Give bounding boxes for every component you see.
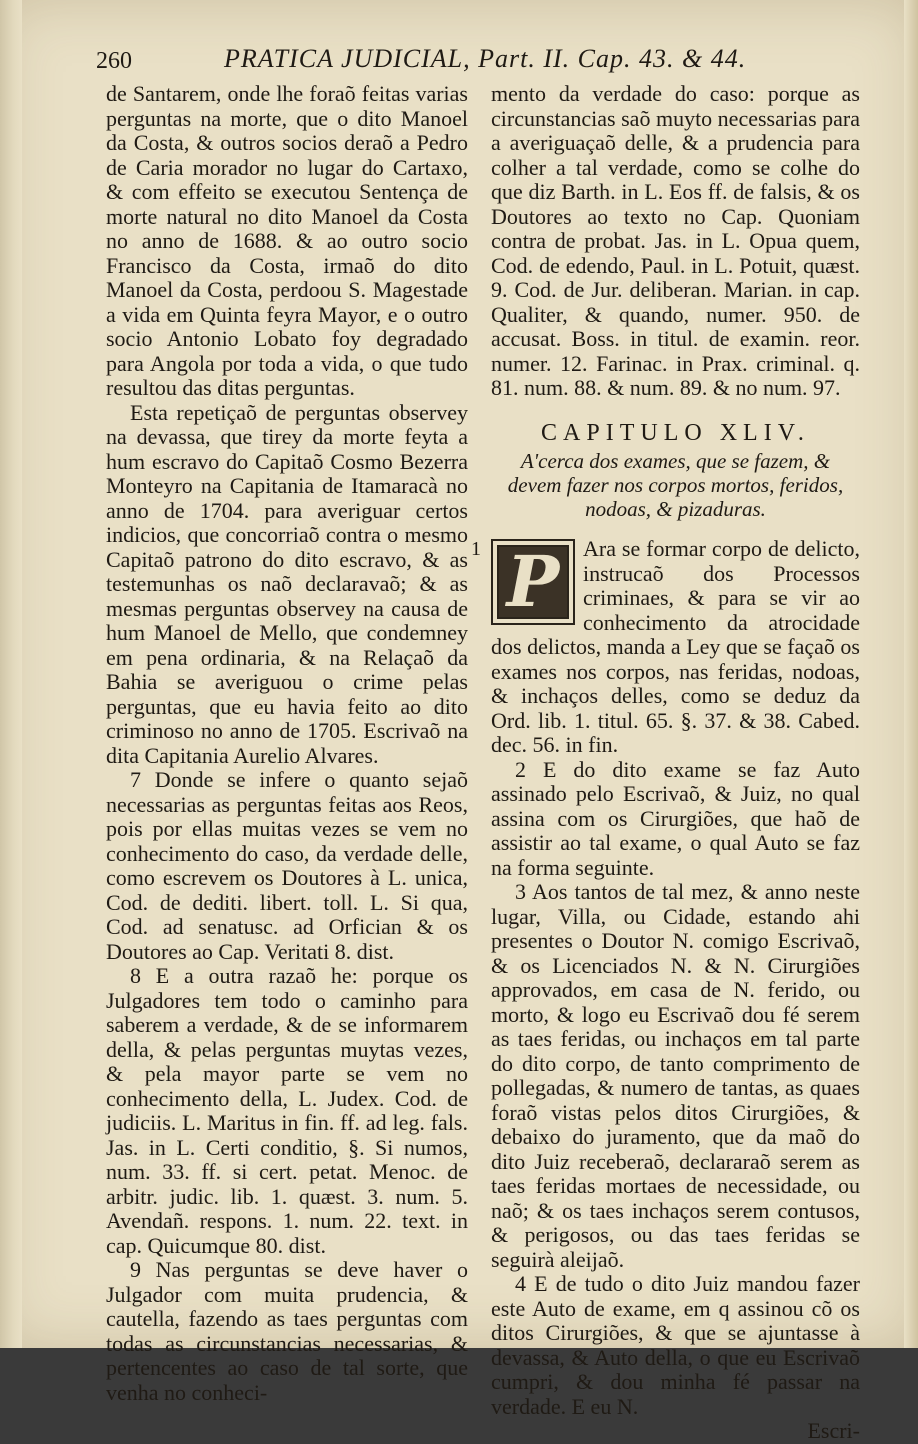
paragraph: Ara se formar corpo de delicto, instrucaõ dos Processos criminaes, & para se vir ao conhecimento da atrocidade dos delictos, manda a Ley que se façaõ os exames nos corpos, nas feridas, nodoas, & inchaços delles, como se deduz da Ord. lib. 1. titul. 65. §. 37. & 38. Cabed. dec. 56. in fin.: [491, 536, 860, 757]
paragraph: 4 E de tudo o dito Juiz mandou fazer este Auto de exame, em q assinou cõ os ditos Cirurgiões, & que se ajuntasse à devassa, & Auto della, o que eu Escrivaõ cumpri, & dou minha fé passar na verdade. E eu N.: [491, 1271, 860, 1419]
drop-cap-letter: P: [506, 540, 560, 623]
catchword: Escri-: [807, 1418, 860, 1443]
right-column: [471, 81, 860, 1444]
paragraph: mento da verdade do caso: porque as circunstancias saõ muyto necessarias para a averiguaçaõ delle, & a prudencia para colher a tal verdade, como se colhe do que diz Barth. in L. Eos ff. de falsis, & os Doutores ao texto no Cap. Quoniam contra de probat. Jas. in L. Opua quem, Cod. de edendo, Paul. in L. Potuit, quæst. 9. Cod. de Jur. deliberan. Marian. in cap. Qualiter, & quando, numer. 950. de accusat. Boss. in titul. de examin. reor. numer. 12. Farinac. in Prax. criminal. q. 81. num. 88. & num. 89. & no num. 97.: [491, 81, 860, 400]
paragraph-number: 1: [471, 538, 481, 560]
first-paragraph: [471, 536, 860, 758]
page-gutter: [0, 0, 22, 1348]
running-title: PRATICA JUDICIAL, Part. II. Cap. 43. & 44.: [224, 44, 747, 73]
page-number: 260: [96, 48, 132, 74]
chapter-heading: CAPITULO XLIV.: [541, 419, 810, 446]
paragraph: 7 Donde se infere o quanto sejaõ necessarias as perguntas feitas aos Reos, pois por ellas muitas vezes se vem no conhecimento do caso, da verdade delle, como escrevem os Doutores à L. unica, Cod. de dediti. libert. toll. L. Si qua, Cod. ad senatusc. ad Orfician & os Doutores ao Cap. Veritati 8. dist.: [106, 767, 468, 964]
chapter-subtitle: A'cerca dos exames, que se fazem, & devem fazer nos corpos mortos, feridos, nodoas, & pizaduras.: [507, 449, 844, 521]
left-column: [106, 82, 468, 1405]
paragraph: 9 Nas perguntas se deve haver o Julgador com muita prudencia, & cautella, fazendo as taes perguntas com todas as circunstancias necessarias, & pertencentes ao caso de tal sorte, que venha no conheci-: [106, 1257, 468, 1405]
paragraph: 2 E do dito exame se faz Auto assinado pelo Escrivaõ, & Juiz, no qual assina com os Cirurgiões, que haõ de assistir ao tal exame, o qual Auto se faz na forma seguinte.: [491, 756, 860, 880]
paragraph: de Santarem, onde lhe foraõ feitas varias perguntas na morte, que o dito Manoel da Costa, & outros socios deraõ a Pedro de Caria morador no lugar do Cartaxo, & com effeito se executou Sentença de morte natural no dito Manoel da Costa no anno de 1688. & ao outro socio Francisco da Costa, irmaõ do dito Manoel da Costa, perdoou S. Magestade a vida em Quinta feyra Mayor, e o outro socio Antonio Lobato foy degradado para Angola por toda a vida, o que tudo resultou das ditas perguntas.: [106, 81, 468, 400]
paragraph: 8 E a outra razaõ he: porque os Julgadores tem todo o caminho para saberem a verdade, & de se informarem della, & pelas perguntas muytas vezes, & pela mayor parte se vem no conhecimento della, L. Judex. Cod. de judiciis. L. Maritus in fin. ff. ad leg. fals. Jas. in L. Certi conditio, §. Si numos, num. 33. ff. si cert. petat. Menoc. de arbitr. judic. lib. 1. quæst. 3. num. 5. Avendañ. respons. 1. num. 22. text. in cap. Quicumque 80. dist.: [106, 963, 468, 1258]
page-header: [96, 40, 856, 80]
page-edge: [904, 0, 918, 1348]
paragraph: 3 Aos tantos de tal mez, & anno neste lugar, Villa, ou Cidade, estando ahi presentes o Doutor N. comigo Escrivaõ, & os Licenciados N. & N. Cirurgiões approvados, em casa de N. ferido, ou morto, & logo eu Escrivaõ dou fé serem as taes feridas, ou inchaços em tal parte do dito corpo, de tanto comprimento de pollegadas, & numero de tantas, as quaes foraõ vistas pelos ditos Cirurgiões, & debaixo do juramento, que da maõ do dito Juiz receberaõ, declararaõ serem as taes feridas mortaes de necessidade, ou naõ; & os taes inchaços serem contusos, & perigosos, ou das taes feridas se seguirà aleijaõ.: [491, 879, 860, 1272]
drop-cap-initial: [491, 539, 575, 625]
paragraph: Esta repetiçaõ de perguntas observey na devassa, que tirey da morte feyta a hum escravo do Capitaõ Cosmo Bezerra Monteyro na Capitania de Itamaracà no anno de 1704. para averiguar certos indicios, que concorriaõ contra o mesmo Capitaõ patrono do dito escravo, & as testemunhas os naõ declaravaõ; & as mesmas perguntas observey na causa de hum Manoel de Mello, que condemney em pena ordinaria, & na Relaçaõ da Bahia se averiguou o crime pelas perguntas, que eu havia feito ao dito criminoso no anno de 1705. Escrivaõ na dita Capitania Aurelio Alvares.: [106, 399, 468, 768]
